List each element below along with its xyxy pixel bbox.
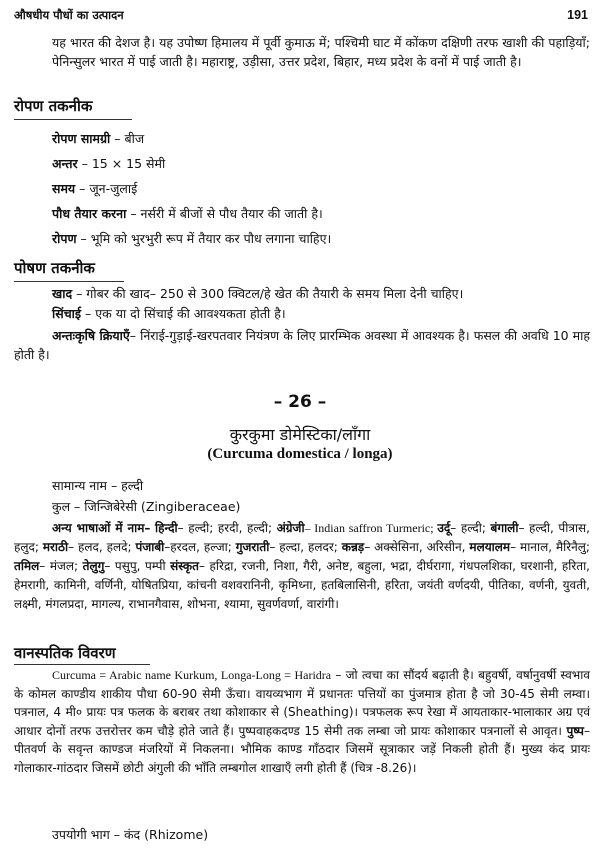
language-names: – हल्दी; हरदी, हल्दी; [177,521,277,535]
family-line [52,498,240,515]
krishi-label: अन्तःकृषि क्रियाएँ [52,328,130,343]
ropan-value: जून-जुलाई [89,181,138,196]
language-name: अंग्रेजी [276,521,305,535]
other-languages-paragraph [14,519,590,614]
intro-paragraph: यह भारत की देशज है। यह उपोष्ण हिमालय में पूर्वी कुमाऊ में; पश्चिमी घाट में कोंकण दक्षिणी तरफ खाशी की पहाड़ियाँ; पेनिन्सुलर भारत में पाई जाती है। महाराष्ट्र, उड़ीसा, उत्तर प्रदेश, बिहार, मध्य प्रदेश के वनों में पाई जाती है। [52,35,590,69]
separator: – [77,156,92,171]
flower-description: – पीतवर्ण के सवृन्त काण्डज मंजरियों में निकलना। भौमिक काण्ड गाँठदार जिसमें सूत्राकार जड़ें निकली होती हैं। मुख्य कंद प्रायः गोलाकार-गांठदार जिसमें छोटी अंगुली की भाँति लम्बगोल शाखाएँ लगी होती हैं (चित्र -8.26)। [14,723,590,775]
ropan-heading: रोपण तकनीक [14,97,93,115]
separator: – [75,181,90,196]
ropan-value: नर्सरी में बीजों से पौध तैयार की जाती है। [140,206,323,221]
page-number: 191 [567,8,588,22]
language-name: मराठी [42,540,69,554]
ropan-label: रोपण सामग्री [52,131,111,146]
language-name: गुजराती [235,540,270,554]
sinchai-line [52,305,286,322]
ropan-value: 15 × 15 सेमी [91,156,166,171]
language-names: –हरदल, हल्जा; [164,540,236,554]
khad-line [52,285,463,302]
heading-underline [14,281,124,282]
separator: – [126,206,141,221]
language-names: – Indian saffron Turmeric; [304,521,438,535]
language-name: संस्कृत [170,559,199,573]
poshan-heading: पोषण तकनीक [14,259,95,277]
botanical-paragraph [14,666,590,777]
language-name: हिन्दी [154,521,178,535]
botanical-etymology: Curcuma = Arabic name Kurkum, Longa-Long = Haridra [52,668,332,682]
chapter-latin-name: (Curcuma domestica / longa) [207,446,393,462]
language-names: – हल्दा, हलदर; [269,540,342,554]
sinchai-label: सिंचाई [52,306,82,321]
language-name: मलयालम [469,540,511,554]
ropan-label: समय [52,181,76,196]
language-name: कन्नड़ [341,540,365,554]
running-header-title: औषधीय पौधों का उत्पादन [14,8,124,22]
separator: – [76,231,91,246]
common-label: सामान्य नाम [52,478,107,493]
family-value: – जिन्जिबेरेसी (Zingiberaceae) [70,499,241,514]
language-name: तमिल [14,559,40,573]
useful-part-line [52,826,208,843]
language-name: पंजाबी [135,540,165,554]
language-name: बंगाली [490,521,519,535]
sinchai-value: – एक या दो सिंचाई की आवश्यकता होती है। [81,306,286,321]
heading-underline [14,119,132,120]
language-names: – अक्सेसिना, अरिसीन, [364,540,470,554]
common-value: – हल्दी [106,478,144,493]
separator: – [110,131,125,146]
krishi-value: – निंराई-गुड़ाई-खरपतवार नियंत्रण के लिए प्रारम्भिक अवस्था में आवश्यक है। फसल की अवधि 10 माह होती है। [14,328,591,362]
ropan-label: रोपण [52,231,77,246]
ropan-row [52,230,331,247]
chapter-plant-name: कुरकुमा डोमेस्टिका/लाँगा [229,425,371,444]
ropan-value: भूमि को भुरभुरी रूप में तैयार कर पौध लगाना चाहिए। [90,231,332,246]
language-names: – हल्दी; [450,521,491,535]
language-names: – मानाल, मैरिनैलु; [510,540,590,554]
ropan-label: अन्तर [52,156,78,171]
botanical-description: – जो त्वचा का सौंदर्य बढ़ाती है। बहुवर्षी, वर्षानुवर्षी स्वभाव के कोमल काण्डीय शाकीय पौधा 60-90 सेमी ऊँचा। वायव्यभाग में प्रधानतः पत्तियों का पुंजमात्र होता है जो 30-45 सेमी लम्वा। पत्रनाल, 4 मी० प्रायः पत्र फलक के बराबर तथा कोशाकार से (Sheathing)। पत्रफलक रूप रेखा में आयताकार-भालाकार अग्र एवं आधार दोनों तरफ उत्तरोत्तर कम चौड़े होते जाते हैं। पुष्पवाहकदण्ड 15 सेमी तक लम्बा जो प्रायः कोशाकार पत्रनालों से आवृत। [14,668,590,738]
language-names: – हरिद्रा, रजनी, निशा, गैरी, अनेष्ट, बहुला, भद्रा, दीर्घरागा, गंधपलशिका, घरशानी, हरिता, हेमरागी, कामिनी, वर्णिनी, योषितप्रिया, कांचनी वशवरानिनी, कृमिध्ना, हतबिलासिनी, हरिता, जयंती वर्णदयी, पीतिका, वर्णनी, युवती, लक्ष्मी, मंगलप्रदा, मागल्य, राभानगैवास, शोभना, श्यामा, सुवर्णवर्णा, वारांगी। [14,559,590,611]
khad-value: – गोबर की खाद– 250 से 300 क्विटल/हे खेत की तैयारी के समय मिला देनी चाहिए। [72,286,464,301]
other-languages-label: अन्य भाषाओं में नाम– [52,521,151,535]
language-names: – हल्दी, पीत्रास, हलुद; [14,521,590,554]
krishi-paragraph [14,326,590,364]
language-name: तेलुगु [82,559,105,573]
family-label: कुल [52,499,71,514]
chapter-number: – 26 – [273,392,327,412]
language-names: – पसुपु, पम्पी [104,559,171,573]
language-names: – हलद, हलदे; [68,540,136,554]
ropan-label: पौध तैयार करना [52,206,127,221]
ropan-row [52,205,323,222]
khad-label: खाद [52,286,73,301]
useful-value: – कंद (Rhizome) [109,827,209,842]
ropan-row [52,180,137,197]
useful-label: उपयोगी भाग [52,827,110,842]
ropan-row [52,155,165,172]
botanical-heading: वानस्पतिक विवरण [14,644,116,662]
language-names: – मंजल; [39,559,83,573]
language-name: उर्दू [437,521,451,535]
ropan-value: बीज [124,131,145,146]
flower-label: पुष्प [566,723,584,738]
ropan-row [52,130,144,147]
common-name-line [52,477,143,494]
heading-underline [14,664,150,665]
